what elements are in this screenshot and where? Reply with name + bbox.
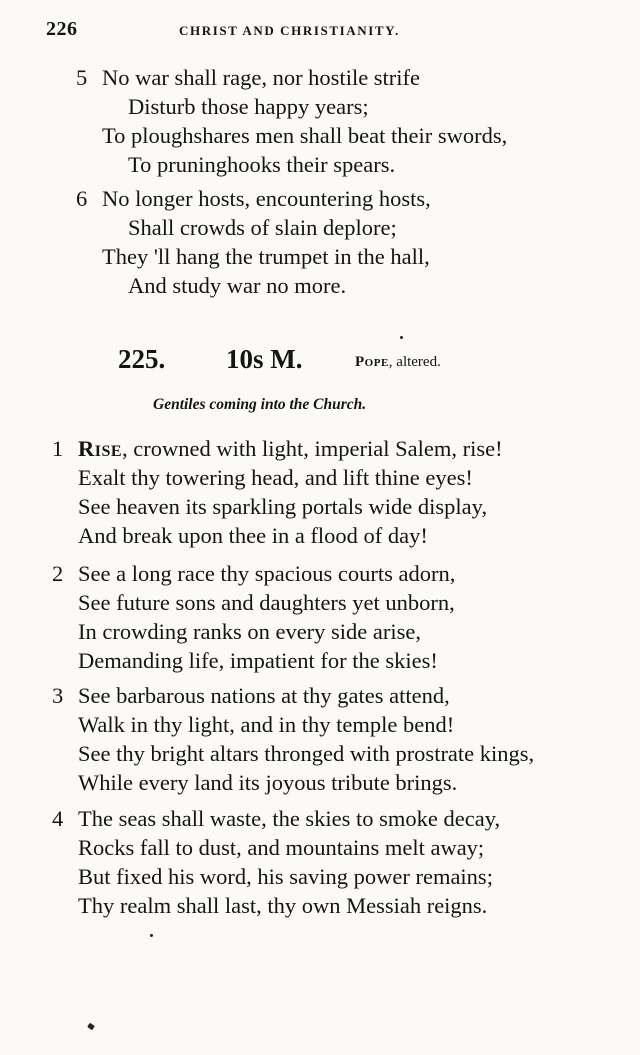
- verse-text: The seas shall waste, the skies to smoke decay,: [78, 806, 501, 831]
- stanza-number: 1: [52, 436, 64, 461]
- verse-text: And break upon thee in a flood of day!: [78, 523, 428, 548]
- print-speck: [150, 934, 153, 937]
- verse-text: No war shall rage, nor hostile strife: [102, 65, 421, 90]
- hymn-author: [355, 354, 441, 371]
- verse-text: No longer hosts, encountering hosts,: [102, 186, 431, 211]
- verse-text-rest: , crowned with light, imperial Salem, rise!: [122, 436, 503, 461]
- verse-text: Rocks fall to dust, and mountains melt away;: [78, 835, 485, 860]
- verse-text: They 'll hang the trumpet in the hall,: [102, 244, 430, 269]
- first-word: Rise: [78, 436, 123, 461]
- hymn-header: [118, 344, 518, 380]
- verse-text: Walk in thy light, and in thy temple bend!: [78, 712, 455, 737]
- verse-text: Exalt thy towering head, and lift thine eyes!: [78, 465, 473, 490]
- verse-text: Demanding life, impatient for the skies!: [78, 648, 438, 673]
- running-title: CHRIST AND CHRISTIANITY.: [179, 23, 400, 38]
- verse-text: But fixed his word, his saving power remains;: [78, 864, 493, 889]
- verse-text: See a long race thy spacious courts adorn,: [78, 561, 456, 586]
- stanza-number: 2: [52, 561, 64, 586]
- verse-text: Shall crowds of slain deplore;: [128, 215, 397, 240]
- verse-text: While every land its joyous tribute brings.: [78, 770, 458, 795]
- author-note: , altered.: [388, 354, 441, 370]
- author-name: Pope: [355, 354, 389, 370]
- print-speck: [87, 1023, 95, 1031]
- stanza-number: 3: [52, 683, 64, 708]
- hymn-meter: 10s M.: [226, 344, 303, 374]
- verse-text: See heaven its sparkling portals wide display,: [78, 494, 488, 519]
- verse-text: See barbarous nations at thy gates attend,: [78, 683, 450, 708]
- verse-text: In crowding ranks on every side arise,: [78, 619, 422, 644]
- verse-text: And study war no more.: [128, 273, 347, 298]
- stanza-number: 4: [52, 806, 64, 831]
- verse-text: See future sons and daughters yet unborn,: [78, 590, 455, 615]
- stanza-number: 5: [76, 65, 88, 90]
- verse-text: Thy realm shall last, thy own Messiah reigns.: [78, 893, 488, 918]
- print-speck: [400, 336, 403, 339]
- verse-text: See thy bright altars thronged with prostrate kings,: [78, 741, 535, 766]
- hymn-number: 225.: [118, 344, 166, 374]
- running-head: [46, 18, 606, 44]
- verse-text: To pruninghooks their spears.: [128, 152, 396, 177]
- verse-text: Disturb those happy years;: [128, 94, 369, 119]
- page-number: 226: [46, 18, 78, 40]
- hymn-subtitle: Gentiles coming into the Church.: [153, 396, 367, 413]
- stanza-number: 6: [76, 186, 88, 211]
- verse-text: To ploughshares men shall beat their swords,: [102, 123, 508, 148]
- verse-text: [78, 434, 503, 463]
